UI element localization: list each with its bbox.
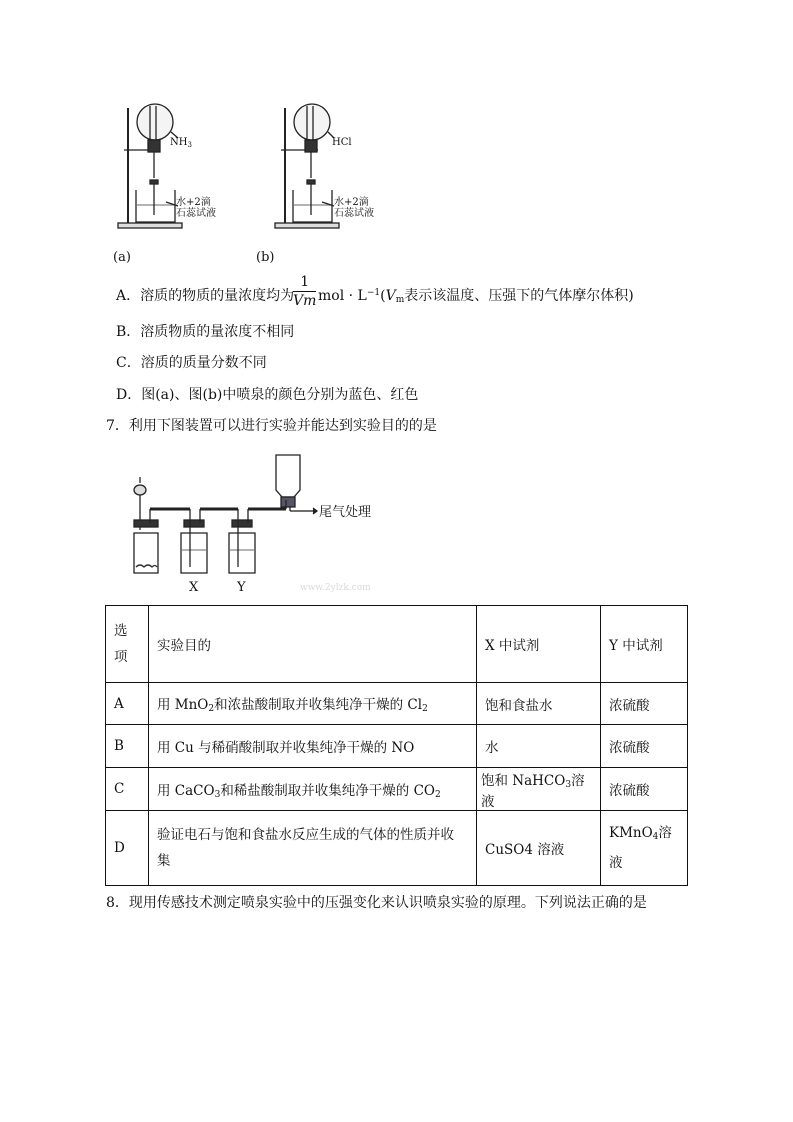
table-row <box>106 811 688 886</box>
row-c-option: C <box>106 768 149 811</box>
gas-b-label: HCl <box>332 137 352 148</box>
liquid-a-label-2: 石蕊试液 <box>176 208 216 219</box>
table-header-row <box>106 606 688 683</box>
fraction-denominator: Vm <box>293 293 317 309</box>
option-b: B．溶质物质的量浓度不相同 <box>116 324 295 340</box>
apparatus-b <box>275 104 339 228</box>
watermark: www.2ylzk.com <box>300 583 371 593</box>
question-8-stem: 8．现用传感技术测定喷泉实验中的压强变化来认识喷泉实验的原理。下列说法正确的是 <box>106 895 647 911</box>
option-a-vm-sub: m <box>395 295 405 305</box>
row-d-x: CuSO4 溶液 <box>477 811 601 886</box>
bottle-x-label: X <box>189 580 199 595</box>
row-b-aim: 用 Cu 与稀硝酸制取并收集纯净干燥的 NO <box>149 725 477 768</box>
gas-a-label: $NH_3$ <box>170 137 192 149</box>
row-c-y: 浓硫酸 <box>601 768 688 811</box>
row-a-option: A <box>106 683 149 725</box>
table-row <box>106 683 688 725</box>
gas-bottles-figure <box>0 445 793 595</box>
option-c: C．溶质的质量分数不同 <box>116 355 267 371</box>
fountain-apparatus-figure <box>0 0 793 240</box>
row-c-aim: 用 CaCO$_3$和稀盐酸制取并收集纯净干燥的 $CO_2$ <box>149 768 477 811</box>
liquid-b-label-2: 石蕊试液 <box>334 208 374 219</box>
apparatus-a-labels <box>170 137 216 219</box>
bottle-y-label: Y <box>237 580 246 595</box>
row-b-option: B <box>106 725 149 768</box>
row-b-x: 水 <box>477 725 601 768</box>
apparatus-b-labels <box>332 137 374 219</box>
header-x-reagent: X 中试剂 <box>477 606 601 683</box>
row-c-x: 饱和 NaHCO$_3$溶液 <box>477 768 601 811</box>
option-a-suffix: 表示该温度、压强下的气体摩尔体积) <box>404 288 634 304</box>
option-a-prefix: A．溶质的物质的量浓度均为 <box>116 288 295 304</box>
option-a-paren: ( <box>380 288 386 304</box>
row-d-aim: 验证电石与饱和食盐水反应生成的气体的性质并收 集 <box>149 811 477 886</box>
option-a-vm: V <box>385 288 396 304</box>
row-a-aim: 用 MnO$_2$和浓盐酸制取并收集纯净干燥的 $Cl_2$ <box>149 683 477 725</box>
header-y-reagent: Y 中试剂 <box>601 606 688 683</box>
row-a-y: 浓硫酸 <box>601 683 688 725</box>
table-row <box>106 768 688 811</box>
row-a-x: 饱和食盐水 <box>477 683 601 725</box>
option-a-unit-sup: −1 <box>366 288 381 298</box>
option-a-fraction <box>293 273 316 310</box>
option-a-rest <box>318 285 634 305</box>
row-d-option: D <box>106 811 149 886</box>
row-b-y: 浓硫酸 <box>601 725 688 768</box>
figure-label-b: (b) <box>256 250 275 265</box>
table-row <box>106 725 688 768</box>
tail-gas-label: 尾气处理 <box>319 505 372 520</box>
header-aim: 实验目的 <box>149 606 477 683</box>
option-d: D．图(a)、图(b)中喷泉的颜色分别为蓝色、红色 <box>116 387 419 403</box>
option-a-unit: mol · L <box>318 288 367 304</box>
collection-bottle <box>276 455 317 514</box>
liquid-b-label-1: 水+2滴 <box>334 197 369 208</box>
option-a <box>116 285 294 305</box>
fraction-numerator: 1 <box>293 273 316 292</box>
liquid-a-label-1: 水+2滴 <box>176 197 211 208</box>
apparatus-a <box>118 104 182 228</box>
question-7-stem: 7．利用下图装置可以进行实验并能达到实验目的的是 <box>106 418 437 434</box>
bottle-y <box>229 509 286 573</box>
row-d-y: KMnO$_4$溶 液 <box>601 811 688 886</box>
figure-label-a: (a) <box>113 250 131 265</box>
header-option: 选 项 <box>106 606 149 683</box>
experiment-table <box>105 605 688 886</box>
